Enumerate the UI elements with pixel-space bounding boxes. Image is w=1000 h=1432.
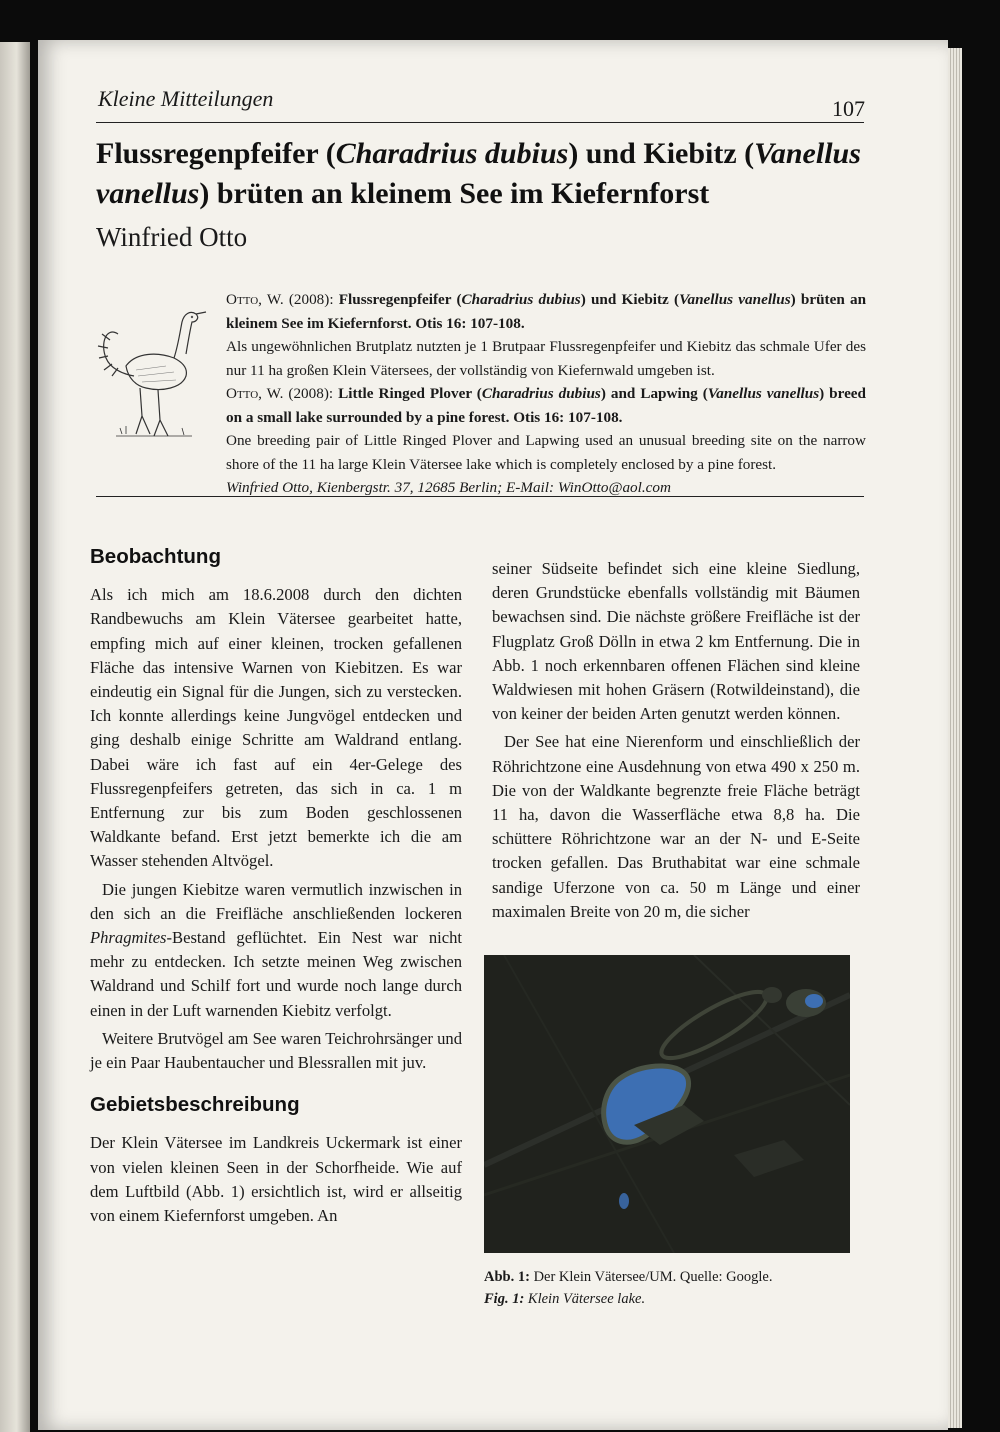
section-heading-beobachtung: Beobachtung <box>90 545 221 568</box>
facing-page-edge <box>0 42 30 1432</box>
right-column <box>492 557 860 928</box>
header-rule <box>96 122 864 123</box>
page-stack-edge <box>948 48 962 1428</box>
article-author: Winfried Otto <box>96 222 248 252</box>
figure-caption <box>484 1266 854 1310</box>
left-column <box>90 545 462 1232</box>
running-head: Kleine Mitteilungen <box>98 86 274 111</box>
author-address: Winfried Otto, Kienbergstr. 37, 12685 Berlin; E-Mail: WinOtto@aol.com <box>226 479 671 496</box>
species-name: Charadrius dubius <box>335 137 569 170</box>
aerial-photo-figure <box>484 955 850 1253</box>
citation-english: Otto, W. (2008): Little Ringed Plover (Charadrius dubius) and Lapwing (Vanellus vanellus) breed on a small lake surrounded by a pine forest. Otis 16: 107-108. <box>226 385 866 426</box>
citation-german: Otto, W. (2008): Flussregenpfeifer (Charadrius dubius) und Kiebitz (Vanellus vanellus) brüten an kleinem See im Kiefernforst. Otis 16: 107-108. <box>226 291 867 332</box>
bustard-illustration <box>96 296 216 446</box>
article-title: Flussregenpfeifer (Charadrius dubius) und Kiebitz (Vanellus vanellus) brüten an kleinem See im Kiefernforst <box>96 137 861 210</box>
abstract-english: One breeding pair of Little Ringed Plover and Lapwing used an unusual breeding site on the narrow shore of the 11 ha large Klein Vätersee lake which is completely enclosed by a pine forest. <box>226 432 866 473</box>
abstract-rule <box>96 496 864 497</box>
caption-english: Fig. 1: Klein Vätersee lake. <box>484 1291 646 1307</box>
paragraph: Die jungen Kiebitze waren vermutlich inzwischen in den sich an die Freifläche anschließenden lockeren Phragmites-Bestand geflüchtet. Ein Nest war nicht mehr zu entdecken. Ich setzte meinen Weg zwischen Waldrand und Schilf fort und wurde noch lange durch einen in der Luft warnenden Kiebitz verfolgt. <box>90 879 462 1020</box>
caption-german: Abb. 1: Der Klein Vätersee/UM. Quelle: Google. <box>484 1269 773 1285</box>
paragraph: Der Klein Vätersee im Landkreis Uckermark ist einer von vielen kleinen Seen in der Schorfheide. Wie auf dem Luftbild (Abb. 1) ersichtlich ist, wird er allseitig von einem Kiefernforst umgeben. An <box>90 1133 462 1226</box>
abstract-block <box>226 288 866 500</box>
abstract-german: Als ungewöhnlichen Brutplatz nutzten je 1 Brutpaar Flussregenpfeifer und Kiebitz das schmale Ufer des nur 11 ha großen Klein Vätersees, der vollständig von Kiefernwald umgeben ist. <box>226 338 866 379</box>
paragraph: seiner Südseite befindet sich eine kleine Siedlung, deren Grundstücke ebenfalls vollständig mit Bäumen bewachsen sind. Die nächste größere Freifläche ist der Flugplatz Groß Dölln in etwa 2 km Entfernung. Die in Abb. 1 noch erkennbaren offenen Flächen sind kleine Waldwiesen mit hohen Gräsern (Rotwildeinstand), die von keiner der beiden Arten genutzt werden können. <box>492 559 860 724</box>
section-heading-gebietsbeschreibung: Gebietsbeschreibung <box>90 1093 300 1117</box>
paragraph: Der See hat eine Nierenform und einschließlich der Röhrichtzone eine Ausdehnung von etwa 490 x 250 m. Die von der Waldkante begrenzte freie Fläche beträgt 11 ha, davon die Wasserfläche etwa 8,8 ha. Die schüttere Röhrichtzone war an der N- und E-Seite trocken gefallen. Das Bruthabitat war eine schmale sandige Uferzone von ca. 50 m Länge und einer maximalen Breite von 20 m, die sicher <box>492 732 860 921</box>
paragraph: Als ich mich am 18.6.2008 durch den dichten Randbewuchs am Klein Vätersee gearbeitet hatte, empfing mich auf einer kleinen, trocken gefallenen Fläche das intensive Warnen von Kiebitzen. Es war eindeutig ein Signal für die Jungen, sich zu verstecken. Ich konnte allerdings keine Jungvögel entdecken und ging deshalb einige Schritte am Waldrand entlang. Dabei wäre ich fast auf ein 4er-Gelege des Flussregenpfeifers getreten, das sich in ca. 1 m Entfernung zur bis zum Boden geschlossenen Waldkante befand. Erst jetzt bemerkte ich die am Wasser stehenden Altvögel. <box>90 585 462 871</box>
species-name: Vanellus vanellus <box>96 137 861 210</box>
page-number: 107 <box>832 96 865 121</box>
paragraph: Weitere Brutvögel am See waren Teichrohrsänger und je ein Paar Haubentaucher und Blessrallen mit juv. <box>90 1028 462 1073</box>
